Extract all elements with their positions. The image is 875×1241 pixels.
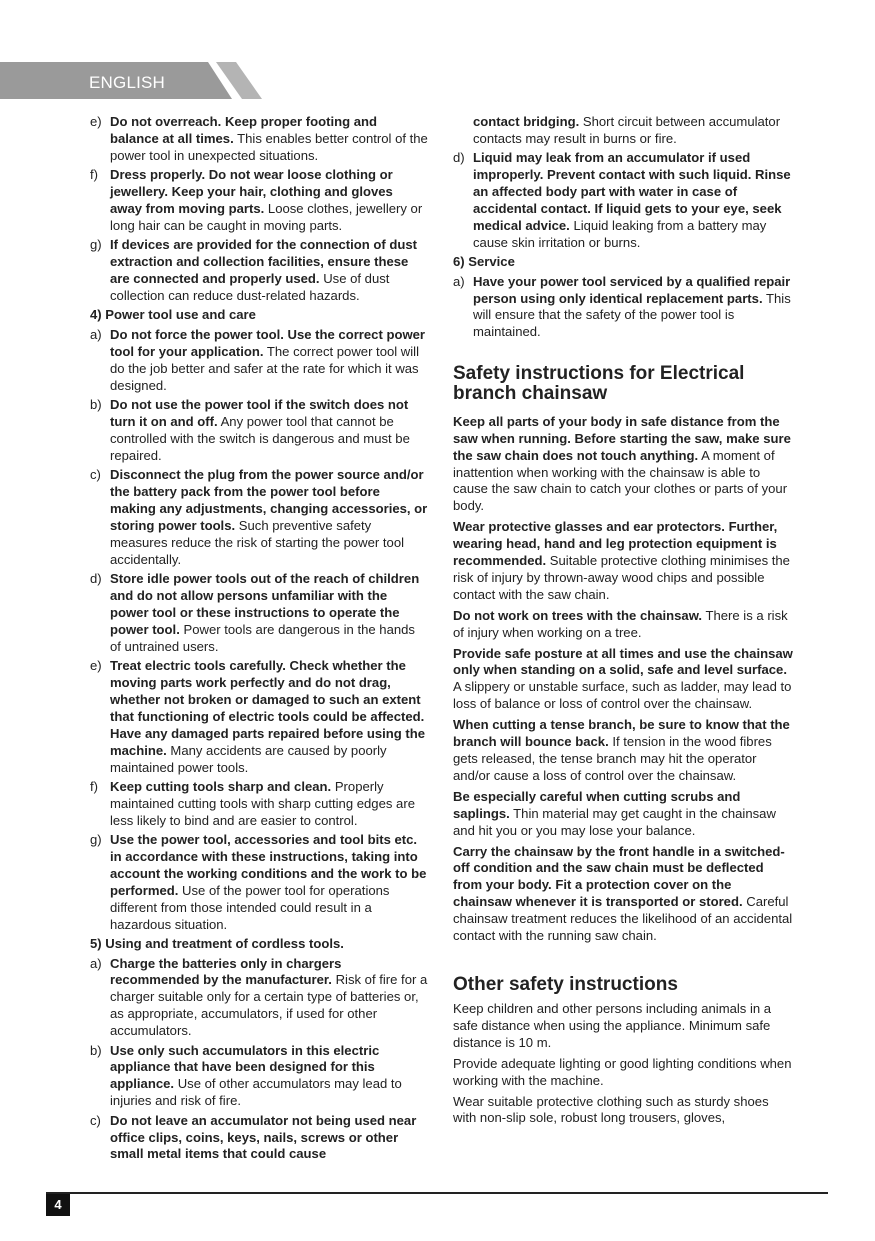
paragraph-bold-text: When cutting a tense branch, be sure to know that the branch will bounce back. [453,717,790,750]
paragraph-text: A moment of inattention when working with the chainsaw is able to cause the saw chain to catch your clothes or parts of your body. [453,447,788,514]
item-bold-text: Do not overreach. Keep proper footing and balance at all times. [110,114,377,146]
item-bold-text: Use the power tool, accessories and tool bits etc. in accordance with these instructions, taking into account the working conditions and the work to be performed. [110,832,427,898]
item-text: This will ensure that the safety of the power tool is maintained. [473,290,791,340]
chainsaw-paragraph [453,608,793,642]
item-marker: c) [90,1112,101,1128]
item-bold-text: Do not force the power tool. Use the correct power tool for your application. [110,326,426,359]
paragraph-text: There is a risk of injury when working on a tree. [453,607,788,640]
subsection-heading: 5) Using and treatment of cordless tools. [90,936,344,952]
chainsaw-paragraph [453,789,793,840]
item-marker: a) [453,273,465,289]
right-column [453,114,793,1131]
item-bold-text: If devices are provided for the connection of dust extraction and collection facilities, ensure these are connected and properly used. [110,237,418,287]
paragraph-text: A slippery or unstable surface, such as ladder, may lead to loss of balance or loss of control over the chainsaw. [453,679,792,712]
chainsaw-paragraph [453,844,793,945]
item-marker: e) [90,114,102,129]
item-bold-text: Store idle power tools out of the reach of children and do not allow persons unfamiliar with the power tool or these instructions to operate the power tool. [110,571,420,637]
instruction-item [90,956,428,1041]
paragraph-bold-text: Keep all parts of your body in safe distance from the saw when running. Before starting the saw, make sure the saw chain does not touch anything. [453,413,791,463]
instruction-item [90,832,428,933]
item-text: Many accidents are caused by poorly maintained power tools. [110,742,387,775]
item-marker: f) [90,167,98,183]
paragraph-bold-text: Be especially careful when cutting scrubs and saplings. [453,788,741,821]
paragraph-bold-text: Provide safe posture at all times and use the chainsaw only when standing on a solid, safe and level surface. [453,645,793,678]
item-marker: d) [90,571,102,587]
chainsaw-section-title: Safety instructions for Electrical branch chainsaw [453,362,745,404]
chainsaw-paragraph [453,414,793,515]
item-bold-text: contact bridging. [473,114,580,129]
item-text: Properly maintained cutting tools with sharp cutting edges are less likely to bind and are easier to control. [110,778,415,828]
item-bold-text: Treat electric tools carefully. Check whether the moving parts work perfectly and do not drag, whether not broken or damaged to such an extent that functioning of electric tools could be affected. Have any damaged parts repaired before using the machine. [110,658,426,758]
paragraph-text: Careful chainsaw treatment reduces the likelihood of an accidental contact with the running saw chain. [453,894,793,944]
page-number: 4 [46,1194,70,1216]
other-section-title: Other safety instructions [453,973,678,995]
instruction-item [90,1113,428,1164]
paragraph-text: Keep children and other persons including animals in a safe distance when using the appliance. Minimum safe distance is 10 m. [453,1000,772,1050]
item-text: Liquid leaking from a battery may cause skin irritation or burns. [473,217,767,250]
paragraph-bold-text: Do not work on trees with the chainsaw. [453,607,703,623]
paragraph-text: Thin material may get caught in the chainsaw and hit you or you may lose your balance. [453,805,776,838]
item-marker: a) [90,955,102,971]
item-marker: a) [90,326,102,342]
instruction-item [453,274,793,342]
instruction-item [90,397,428,465]
paragraph-bold-text: Wear protective glasses and ear protectors. Further, wearing head, hand and leg protection equipment is recommended. [453,519,778,569]
item-marker: e) [90,658,102,674]
item-text: Such preventive safety measures reduce the risk of starting the power tool accidentally. [110,517,405,567]
other-paragraph [453,1001,793,1052]
instruction-item [453,114,793,148]
item-bold-text: Charge the batteries only in chargers recommended by the manufacturer. [110,955,342,988]
item-text: Use of dust collection can reduce dust-related hazards. [110,271,390,304]
other-paragraph [453,1056,793,1090]
chainsaw-paragraph [453,717,793,785]
footer-rule [46,1192,828,1194]
item-text: Use of other accumulators may lead to injuries and risk of fire. [110,1076,402,1109]
item-bold-text: Have your power tool serviced by a qualified repair person using only identical replacement parts. [473,273,791,306]
item-text: Power tools are dangerous in the hands of untrained users. [110,621,415,654]
paragraph-text: If tension in the wood fibres gets released, the tense branch may hit the operator and/or cause a loss of control over the chainsaw. [453,734,772,783]
other-paragraph [453,1094,793,1128]
item-marker: g) [90,237,102,253]
instruction-item [90,571,428,656]
paragraph-text: Wear suitable protective clothing such as sturdy shoes with non-slip sole, robust long trousers, gloves, [453,1093,769,1126]
item-text: Loose clothes, jewellery or long hair can be caught in moving parts. [110,201,423,233]
paragraph-text: Suitable protective clothing minimises the risk of injury by thrown-away wood chips and possible contact with the saw chain. [453,553,790,602]
item-marker: b) [90,397,102,412]
item-bold-text: Disconnect the plug from the power source and/or the battery pack from the power tool before making any adjustments, changing accessories, or storing power tools. [110,467,428,533]
item-text: The correct power tool will do the job better and safer at the rate for which it was designed. [110,343,419,393]
instruction-item [90,658,428,776]
instruction-item [90,467,428,568]
item-text: Short circuit between accumulator contacts may result in burns or fire. [473,114,781,146]
instruction-item [90,1043,428,1111]
chainsaw-paragraph [453,646,793,714]
item-bold-text: Do not leave an accumulator not being used near office clips, coins, keys, nails, screws or other small metal items that could cause [110,1112,417,1162]
paragraph-bold-text: Carry the chainsaw by the front handle in a switched-off condition and the saw chain must be deflected from your body. Fit a protection cover on the chainsaw whenever it is transported or stored. [453,843,785,910]
subsection-heading: 6) Service [453,254,515,270]
instruction-item [453,150,793,251]
item-bold-text: Dress properly. Do not wear loose clothing or jewellery. Keep your hair, clothing and gloves away from moving parts. [110,167,393,217]
item-text: Use of the power tool for operations different from those intended could result in a hazardous situation. [110,882,390,932]
item-bold-text: Do not use the power tool if the switch does not turn it on and off. [110,397,409,429]
chainsaw-paragraph [453,519,793,604]
instruction-item [90,237,428,305]
item-text: This enables better control of the power tool in unexpected situations. [110,130,428,163]
item-bold-text: Liquid may leak from an accumulator if used improperly. Prevent contact with such liquid. Rinse an affected body part with water in case of accidental contact. If liquid gets to your eye, seek medical advice. [473,150,791,233]
item-text: Any power tool that cannot be controlled with the switch is dangerous and must be repaired. [110,413,410,463]
item-marker: c) [90,467,101,483]
item-marker: g) [90,832,102,848]
left-column [90,114,428,1166]
item-marker: b) [90,1042,102,1058]
subsection-heading: 4) Power tool use and care [90,307,256,323]
instruction-item [90,327,428,395]
item-marker: f) [90,778,98,794]
instruction-item [90,114,428,165]
language-label: ENGLISH [89,73,166,92]
item-text: Risk of fire for a charger suitable only for a certain type of batteries or, as appropriate, accumulators, if used for other accumulators. [110,972,428,1039]
item-marker: d) [453,150,465,166]
item-bold-text: Keep cutting tools sharp and clean. [110,778,332,794]
item-bold-text: Use only such accumulators in this electric appliance that have been designed for this appliance. [110,1042,380,1092]
instruction-item [90,779,428,830]
instruction-item [90,167,428,235]
paragraph-text: Provide adequate lighting or good lighting conditions when working with the machine. [453,1055,792,1088]
